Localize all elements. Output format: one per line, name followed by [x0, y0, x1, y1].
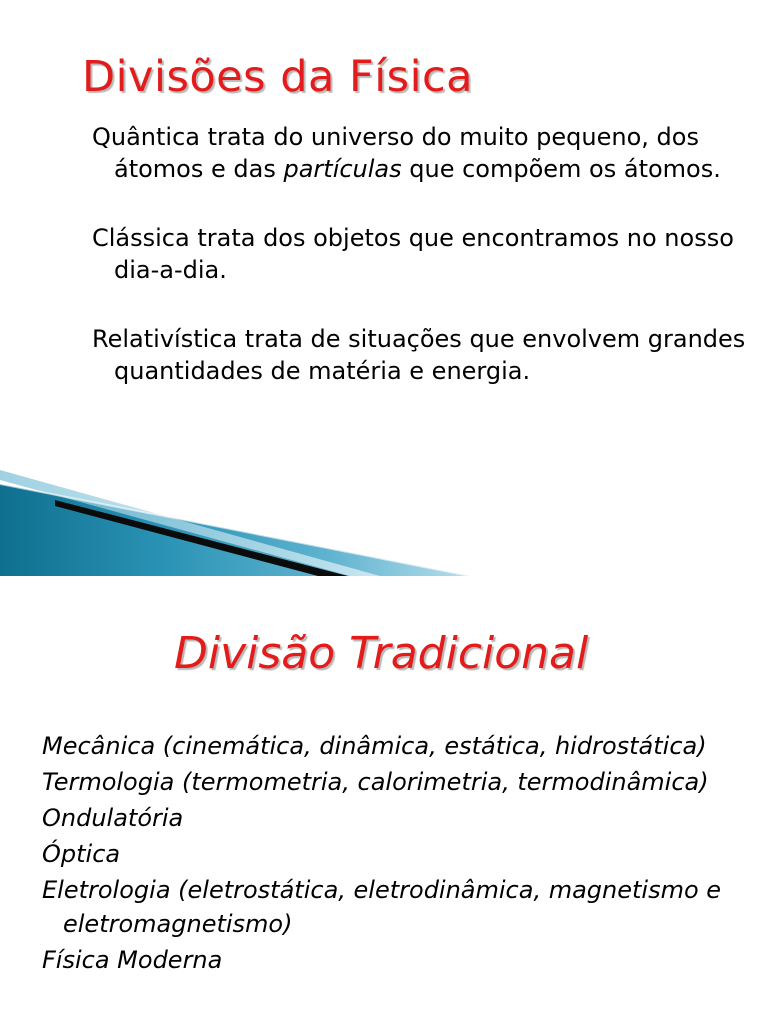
decorative-swoosh [0, 470, 470, 576]
division-list [42, 729, 752, 979]
slide-title: Divisões da Física [82, 52, 474, 102]
list-item-ondulatoria: Ondulatória [42, 804, 184, 832]
slide-divisao-tradicional [0, 588, 768, 1024]
list-item-eletrologia: Eletrologia (eletrostática, eletrodinâmica, magnetismo e eletromagnetismo) [42, 876, 722, 938]
bullet-list [92, 121, 752, 424]
slide-title: Divisão Tradicional [174, 628, 589, 679]
list-item-fisica-moderna: Física Moderna [42, 946, 223, 974]
bullet-emphasis: partículas [283, 155, 402, 183]
list-item-mecanica: Mecânica (cinemática, dinâmica, estática, hidrostática) [42, 732, 707, 760]
bullet-classica: Clássica trata dos objetos que encontramos no nosso dia-a-dia. [92, 224, 734, 284]
slide-separator [0, 576, 768, 588]
bullet-quantica [92, 121, 752, 185]
bullet-text: Quântica trata do universo do muito pequeno, dos átomos e das [92, 123, 699, 183]
list-item-optica: Óptica [42, 840, 121, 868]
list-item-termologia: Termologia (termometria, calorimetria, termodinâmica) [42, 768, 709, 796]
bullet-relativistica: Relativística trata de situações que envolvem grandes quantidades de matéria e energia. [92, 325, 746, 385]
bullet-text: que compõem os átomos. [401, 155, 721, 183]
